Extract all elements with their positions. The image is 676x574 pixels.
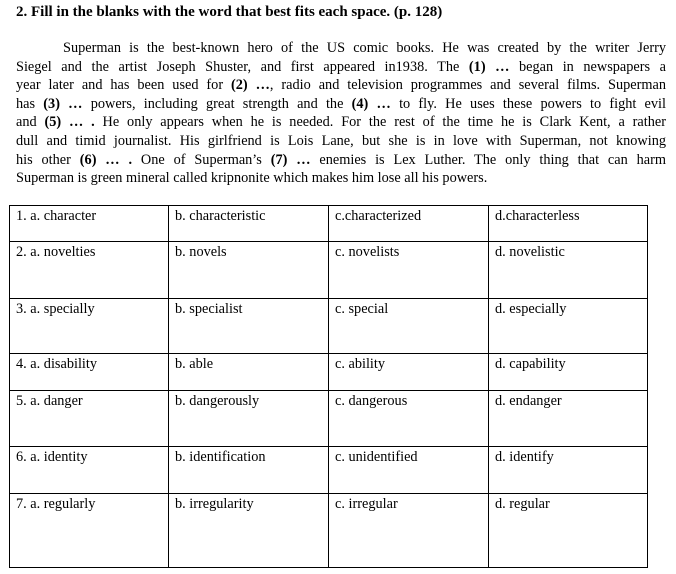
passage-text: One of Superman’s xyxy=(132,151,271,168)
option-c: c. special xyxy=(329,299,489,354)
passage-line xyxy=(16,39,666,58)
option-c: c.characterized xyxy=(329,206,489,242)
passage-line xyxy=(16,113,666,132)
option-b: b. dangerously xyxy=(169,391,329,447)
option-c: c. dangerous xyxy=(329,391,489,447)
passage-text: enemies is Lex Luther. The only thing that can harm xyxy=(310,151,667,168)
option-b: b. characteristic xyxy=(169,206,329,242)
question-row-1 xyxy=(10,206,648,242)
exercise-heading: 2. Fill in the blanks with the word that best fits each space. (p. 128) xyxy=(16,4,443,20)
blank-marker: (7) … xyxy=(270,151,311,168)
option-a: 1. a. character xyxy=(10,206,169,242)
option-d: d. endanger xyxy=(489,391,648,447)
question-row-5 xyxy=(10,391,648,447)
question-row-3 xyxy=(10,299,648,354)
passage-text: his other xyxy=(16,151,80,168)
blank-marker: (4) … xyxy=(351,95,391,112)
passage-line xyxy=(16,132,666,151)
blank-marker: (1) … xyxy=(468,58,510,75)
passage-text: and xyxy=(16,114,45,131)
question-row-4 xyxy=(10,354,648,391)
option-a: 7. a. regularly xyxy=(10,494,169,568)
option-c: c. irregular xyxy=(329,494,489,568)
passage-line xyxy=(16,58,666,77)
passage-text: , radio and television programmes and several films. Superman xyxy=(269,77,666,94)
passage-text: powers, including great strength and the xyxy=(82,95,352,112)
passage xyxy=(16,39,666,188)
option-c: c. novelists xyxy=(329,242,489,299)
option-c: c. ability xyxy=(329,354,489,391)
answer-options-table xyxy=(9,205,648,568)
option-d: d. novelistic xyxy=(489,242,648,299)
blank-marker: (5) … . xyxy=(44,114,95,131)
option-d: d. especially xyxy=(489,299,648,354)
passage-text: has xyxy=(16,95,44,112)
blank-marker: (6) … . xyxy=(79,151,133,168)
option-a: 2. a. novelties xyxy=(10,242,169,299)
blank-marker: (2) … xyxy=(231,77,270,94)
passage-text: He only appears when he is needed. For the rest of the time he is Clark Kent, a rather xyxy=(94,114,666,131)
passage-text: to fly. He uses these powers to fight evil xyxy=(390,95,666,112)
option-d: d. regular xyxy=(489,494,648,568)
passage-text: Superman is green mineral called kripnonite which makes him lose all his powers. xyxy=(16,170,488,187)
option-b: b. novels xyxy=(169,242,329,299)
option-b: b. able xyxy=(169,354,329,391)
passage-line xyxy=(16,76,666,95)
option-d: d.characterless xyxy=(489,206,648,242)
passage-line xyxy=(16,169,666,188)
passage-line xyxy=(16,151,666,170)
option-d: d. capability xyxy=(489,354,648,391)
passage-line xyxy=(16,95,666,114)
blank-marker: (3) … xyxy=(43,95,83,112)
question-row-7 xyxy=(10,494,648,568)
question-row-6 xyxy=(10,447,648,494)
option-a: 3. a. specially xyxy=(10,299,169,354)
option-a: 4. a. disability xyxy=(10,354,169,391)
option-c: c. unidentified xyxy=(329,447,489,494)
passage-text: Superman is the best-known hero of the US comic books. He was created by the writer Jerry xyxy=(63,40,666,56)
option-d: d. identify xyxy=(489,447,648,494)
option-b: b. irregularity xyxy=(169,494,329,568)
passage-text: year later and has been used for xyxy=(16,77,232,94)
option-a: 5. a. danger xyxy=(10,391,169,447)
option-b: b. specialist xyxy=(169,299,329,354)
passage-text: began in newspapers a xyxy=(509,58,666,75)
option-a: 6. a. identity xyxy=(10,447,169,494)
option-b: b. identification xyxy=(169,447,329,494)
passage-text: Siegel and the artist Joseph Shuster, and first appeared in1938. The xyxy=(16,58,469,75)
passage-text: dull and timid journalist. His girlfriend is Lois Lane, but she is in love with Superman, not knowing xyxy=(16,132,666,149)
question-row-2 xyxy=(10,242,648,299)
